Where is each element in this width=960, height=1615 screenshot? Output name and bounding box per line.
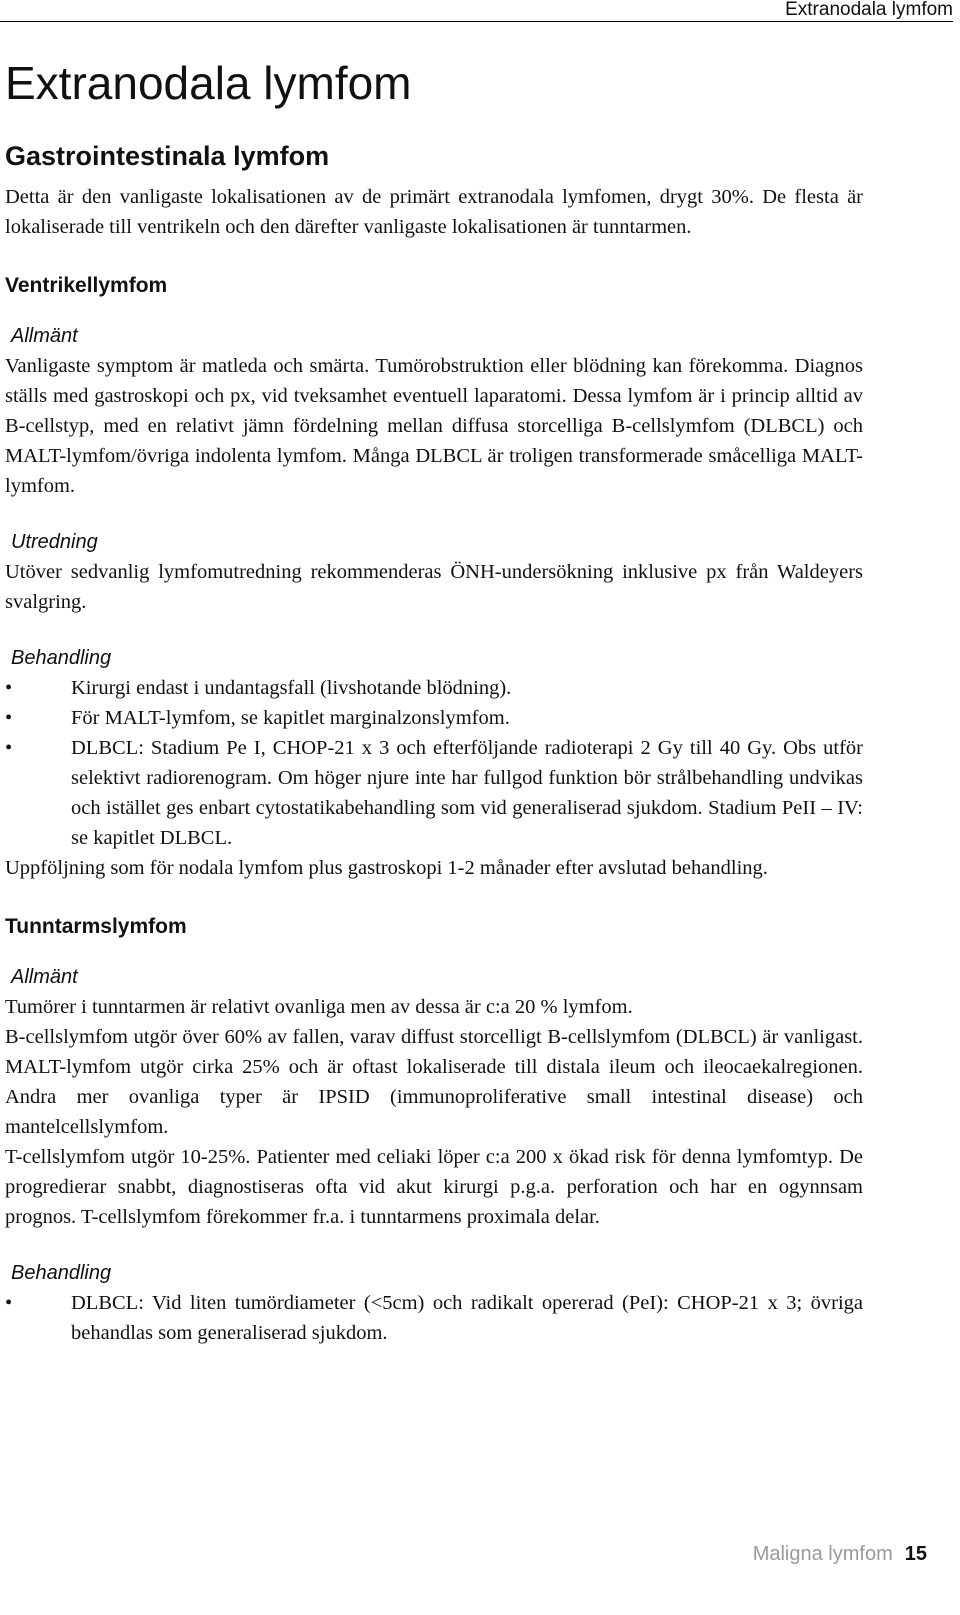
section-ventrikellymfom xyxy=(5,272,863,883)
ventrikel-behandling-heading: Behandling xyxy=(11,647,112,669)
bullet-icon: • xyxy=(5,1292,13,1314)
ventrikel-behandling-list xyxy=(5,673,863,853)
page-footer xyxy=(753,1541,927,1567)
section-tunntarmslymfom xyxy=(5,913,863,1348)
subsection-heading-ventrikel: Ventrikellymfom xyxy=(5,274,168,297)
running-header-title: Extranodala lymfom xyxy=(785,0,953,20)
page-number: 15 xyxy=(904,1543,927,1565)
ventrikel-uppfoljning-paragraph: Uppföljning som för nodala lymfom plus gastroskopi 1-2 månader efter avslutad behandling. xyxy=(5,857,768,879)
running-header xyxy=(0,0,953,22)
list-item: • DLBCL: Vid liten tumördiameter (<5cm) och radikalt opererad (PeI): CHOP-21 x 3; övriga behandlas som generaliserad sjukdom. xyxy=(5,1288,863,1348)
tunntarm-behandling-heading: Behandling xyxy=(11,1262,112,1284)
section-gastrointestinala-lymfom xyxy=(5,139,863,242)
footer-title: Maligna lymfom xyxy=(752,1543,893,1565)
tunntarm-behandling-list xyxy=(5,1288,863,1348)
section-heading-gastro: Gastrointestinala lymfom xyxy=(5,141,330,171)
bullet-icon: • xyxy=(5,677,13,699)
page-content xyxy=(5,55,863,1348)
tunntarm-allmant-paragraph-3: T-cellslymfom utgör 10-25%. Patienter med celiaki löper c:a 200 x ökad risk för denna lymfomtyp. De progredierar snabbt, diagnostiseras ofta vid akut kirurgi p.g.a. perforation och har en ogynnsam prognos. T-cellslymfom förekommer fr.a. i tunntarmens proximala delar. xyxy=(5,1146,863,1228)
gastro-intro-paragraph: Detta är den vanligaste lokalisationen av de primärt extranodala lymfomen, drygt 30%. De flesta är lokaliserade till ventrikeln och den därefter vanligaste lokalisationen är tunntarmen. xyxy=(5,186,863,238)
tunntarm-allmant-paragraph-2: B-cellslymfom utgör över 60% av fallen, varav diffust storcelligt B-cellslymfom (DLBCL) är vanligast. MALT-lymfom utgör cirka 25% och är oftast lokaliserade till distala ileum och ileocaekalregionen. Andra mer ovanliga typer är IPSID (immunoproliferative small intestinal disease) och mantelcellslymfom. xyxy=(5,1026,863,1138)
list-item: • För MALT-lymfom, se kapitlet marginalzonslymfom. xyxy=(5,703,863,733)
ventrikel-allmant-heading: Allmänt xyxy=(11,325,78,347)
ventrikel-allmant-paragraph: Vanligaste symptom är matleda och smärta. Tumörobstruktion eller blödning kan förekomma. Diagnos ställs med gastroskopi och px, vid tveksamhet eventuell laparatomi. Dessa lymfom är i princip alltid av B-cellstyp, med en relativt jämn fördelning mellan diffusa storcelliga B-cellslymfom (DLBCL) och MALT-lymfom/övriga indolenta lymfom. Många DLBCL är troligen transformerade småcelliga MALT-lymfom. xyxy=(5,355,863,497)
tunntarm-allmant-paragraph-1: Tumörer i tunntarmen är relativt ovanliga men av dessa är c:a 20 % lymfom. xyxy=(5,996,633,1018)
bullet-icon: • xyxy=(5,707,13,729)
page-title: Extranodala lymfom xyxy=(5,57,412,109)
tunntarm-allmant-heading: Allmänt xyxy=(11,966,78,988)
list-item: • DLBCL: Stadium Pe I, CHOP-21 x 3 och efterföljande radioterapi 2 Gy till 40 Gy. Obs utför selektivt radiorenogram. Om höger njure inte har fullgod funktion bör strålbehandling undvikas och istället ges enbart cytostatikabehandling som vid generaliserad sjukdom. Stadium PeII – IV: se kapitlet DLBCL. xyxy=(5,733,863,853)
ventrikel-utredning-heading: Utredning xyxy=(11,531,98,553)
bullet-icon: • xyxy=(5,737,13,759)
list-item: • Kirurgi endast i undantagsfall (livshotande blödning). xyxy=(5,673,863,703)
subsection-heading-tunntarm: Tunntarmslymfom xyxy=(5,915,187,938)
ventrikel-utredning-paragraph: Utöver sedvanlig lymfomutredning rekommenderas ÖNH-undersökning inklusive px från Waldeyers svalgring. xyxy=(5,561,863,613)
